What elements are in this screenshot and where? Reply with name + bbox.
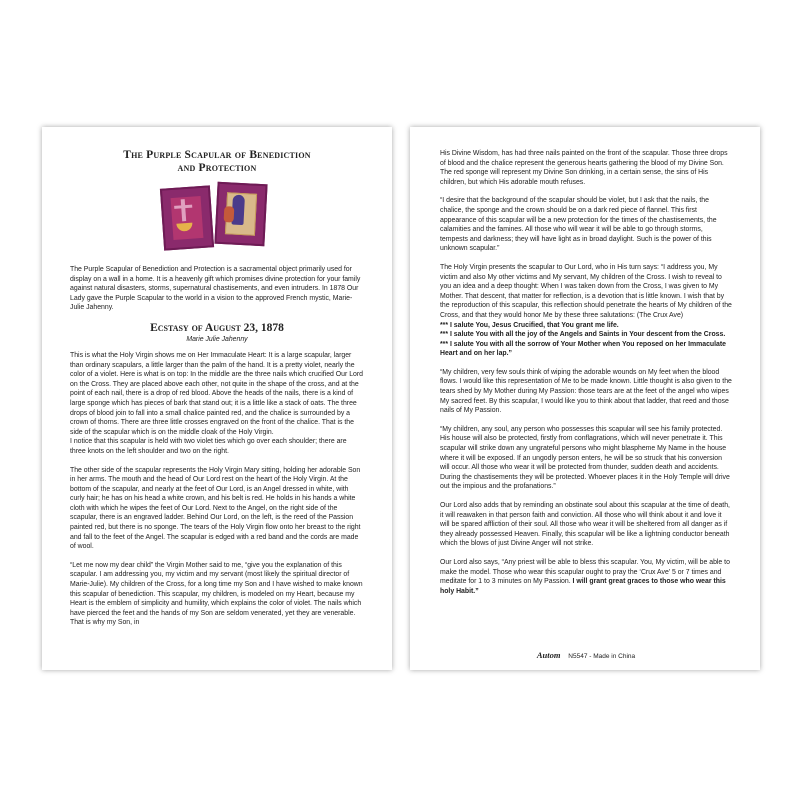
paragraph-bold-text: I will grant great graces to those who wear this holy Habit.” (440, 578, 726, 595)
paragraph-salutations (440, 263, 732, 359)
intro-paragraph: The Purple Scapular of Benediction and Protection is a sacramental object primarily used for display on a wall in a home. It is a heavenly gift which promises divine protection for your family against natural disasters, storms, supernatural chastisements, and even intruders. In 1878 Our Lady gave the Purple Scapular to the world in a vision to the approved French mystic, Marie-Julie Jahenny. (70, 266, 361, 312)
paragraph-death: Our Lord also adds that by reminding an obstinate soul about this scapular at the time of death, it will reawaken in that person faith and conviction. All those who will think about it and love it will be spared affliction of their soul. All those who wear it will be sheltered from all danger as if they already possessed Heaven. Finally, this scapular will be like a lightning conductor beneath which the blows of just Divine Anger will not strike. (440, 502, 730, 548)
salutation-2: *** I salute You with all the joy of the Angels and Saints in Your descent from the Cross. (440, 331, 726, 339)
paragraph-description-front (70, 351, 364, 457)
paragraph-priest (440, 558, 732, 596)
paragraph-continued: His Divine Wisdom, has had three nails painted on the front of the scapular. Those three drops of blood and the chalice represent the generous hearts gathering the blood of my Divine Son. The red sponge will represent my Divine Son drinking, in a certain sense, the sins of His children, but which His adorable mouth refuses. (440, 150, 728, 186)
salutation-3: *** I salute You with all the sorrow of Your Mother when You reposed on her Immaculate Heart and on her lap.” (440, 340, 727, 358)
footer-text: N5547 - Made in China (568, 653, 636, 660)
section-heading: Ecstasy of August 23, 1878 (150, 321, 284, 334)
paragraph-description-back: The other side of the scapular represents the Holy Virgin Mary sitting, holding her adorable Son in her arms. The mouth and the head of Our Lord rest on the heart of the Holy Virgin. At the bottom of the scapular, and nearly at the feet of Our Lord, is an Angel dressed in white, with curly hair; he has on his head a white crown, and his belt is red. He holds in his hands a white cloth with which he wipes the feet of Our Lord. Next to the Angel, on the right side of the scapular, there is an engraved ladder. Behind Our Lord, on the left, is the reed of the Passion painted red, but there is no sponge. The tears of the Holy Virgin flow onto her breast to the right and fall to the feet of the Angel. The scapular is edged with a red band and the cords are made of wool. (70, 466, 361, 551)
paragraph-text: This is what the Holy Virgin shows me on Her Immaculate Heart: It is a large scapular, larger than ordinary scapulars, a little larger than the palm of the hand. It is a pretty violet, nearly the color of a violet. Here is what is on top: In the middle are the three nails which crucified Our Lord on the Cross. They are placed above each other, not quite in the shape of the cross, and at the point of each nail, there is a drop of red blood. Above the heads of the nails, there is a kind of large sponge which has pieces of bark that stand out; it is a little like a stack of oats. The three drops of blood join to fall into a small chalice painted red, and the chalice is surrounded by a crown of thorns. There are three little crosses engraved on the front of the chalice. That is the side of the scapular which is on the middle cloak of the Holy Virgin. (70, 351, 363, 436)
salutation-1: *** I salute You, Jesus Crucified, that You grant me life. (440, 321, 619, 329)
paragraph-text: Our Lord also says, “Any priest will be able to bless this scapular. You, My victim, will be able to make the model. Those who wear this scapular ought to pray the ‘Crux Ave’ 5 or 7 times and meditate for 1 to 3 minutes on My Passion. (440, 558, 730, 586)
title-line-1: The Purple Scapular of Benediction (123, 149, 311, 161)
paragraph-wounds: “My children, very few souls think of wiping the adorable wounds on My feet when the blood flows. I would like this representation of Me to be made known. Little thought is also given to the tears shed by My Mother during My Passion: those tears are at the feet of the angel who wipes My sacred feet. By this scapular, I would like you to think about that ladder, that reed and those nails of My Passion. (440, 368, 732, 415)
left-page (42, 127, 392, 670)
scapular-image (152, 181, 282, 257)
paragraph-desire: “I desire that the background of the scapular should be violet, but I ask that the nails, the chalice, the sponge and the crown should be on a dark red piece of flannel. This first appearance of this scapular will be a new protection for the times of the chastisements, the calamities and the famines. All those who will wear it will be able to go through storms, tempests and darkness; they will have light as in broad daylight. Such is the power of this unknown scapular.” (440, 197, 717, 253)
paragraph-text: The Holy Virgin presents the scapular to Our Lord, who in His turn says: “I address you, My victim and also My other victims and My servant, My children of the Cross. I wish to reveal to you an idea and a deep thought: When I was taken down from the Cross, I was given to My Mother. That descent, that matter for reflection, is a devotion that is little known. I wish that by the reproduction of this scapular, this reflection should penetrate the hearts of My children of the Cross, and that they would honor Me by these three salutations: (The Crux Ave) (440, 263, 732, 319)
paragraph-virgin-explanation: “Let me now my dear child” the Virgin Mother said to me, “give you the explanation of this scapular. I am addressing you, my victim and my servant (most likely the spiritual director of Marie-Julie). My children of the Cross, for a long time my Son and I have wished to make known this scapular of benediction. This scapular, my children, is modeled on my Heart, because my Heart is the emblem of simplicity and humility, which explains the color of violet. The nails which have pierced the feet and the hands of my Son are seldom venerated, yet they are venerable. That is why my Son, in (70, 561, 363, 627)
scapular-front-image (160, 185, 214, 250)
paragraph-text: I notice that this scapular is held with two violet ties which go over each shoulder; there are three knots on the left shoulder and two on the right. (70, 438, 347, 455)
right-page (410, 127, 760, 670)
page-title (70, 149, 364, 175)
paragraph-protection: “My children, any soul, any person who possesses this scapular will see his family protected. His house will also be protected, firstly from conflagrations, which will never penetrate it. This scapular will strike down any ungrateful persons who might blaspheme My Name in the house where it will be exposed. If an ungodly person enters, he will be so struck that his conversion will occur. All those who wear it will be protected from thunder, sudden death and accidents. During the chastisements they will be protected. Whoever places it in the Holy Temple will drive out the impious and the profanations.” (440, 425, 730, 491)
brand-logo: Autom (536, 650, 561, 660)
scapular-back-image (214, 182, 267, 247)
author-name: Marie Julie Jahenny (186, 335, 248, 343)
footer (440, 650, 732, 660)
title-line-2: and Protection (177, 162, 257, 174)
